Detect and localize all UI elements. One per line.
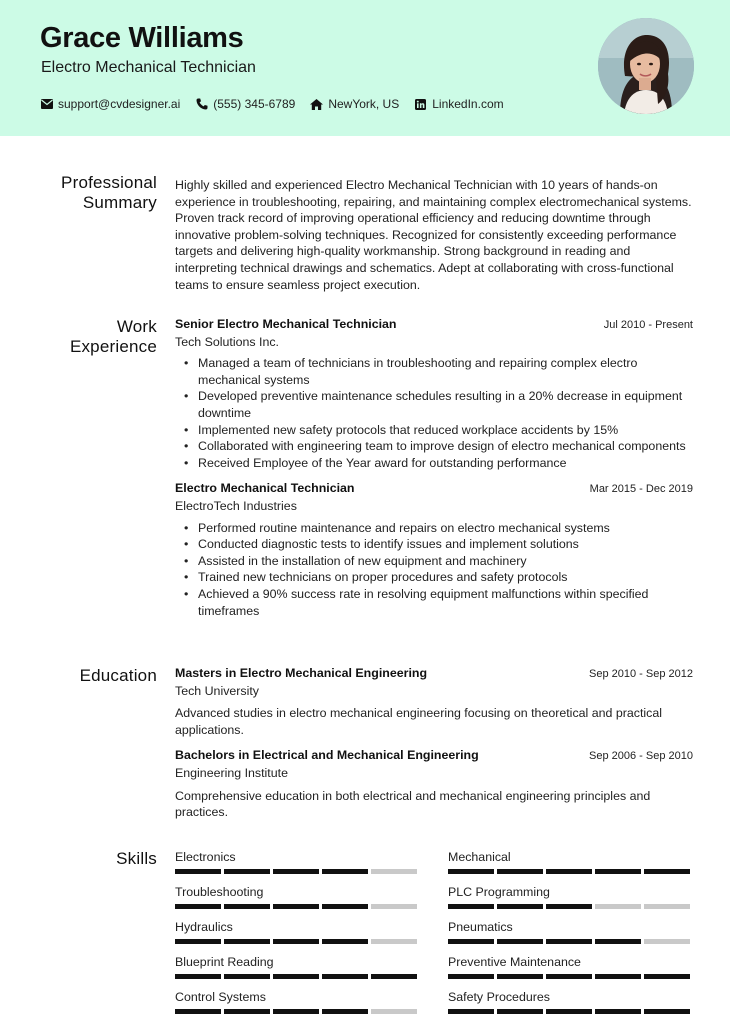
skill-level-bar — [175, 1009, 420, 1014]
skill-level-segment-empty — [644, 904, 690, 909]
skill-level-segment-filled — [224, 904, 270, 909]
skill-name: Control Systems — [175, 990, 266, 1004]
skill-name: Pneumatics — [448, 920, 513, 934]
skill-level-segment-filled — [546, 974, 592, 979]
skill-level-segment-empty — [371, 1009, 417, 1014]
skill-level-segment-filled — [322, 974, 368, 979]
skill-level-segment-empty — [371, 939, 417, 944]
job-bullet: • Received Employee of the Year award for outstanding performance — [175, 455, 693, 472]
skill-name: Troubleshooting — [175, 885, 264, 899]
skill-level-segment-filled — [175, 869, 221, 874]
skill-level-segment-filled — [448, 1009, 494, 1014]
skill-level-segment-filled — [546, 939, 592, 944]
education-heading: Education — [79, 666, 157, 685]
work-heading-line1: Work — [116, 317, 157, 336]
skill-level-segment-filled — [546, 869, 592, 874]
skill-level-segment-filled — [497, 904, 543, 909]
skills-list — [175, 850, 693, 1025]
skill-name: Safety Procedures — [448, 990, 550, 1004]
skill-item — [175, 955, 420, 990]
skill-name: Hydraulics — [175, 920, 233, 934]
candidate-title: Electro Mechanical Technician — [41, 59, 256, 76]
contact-linkedin[interactable] — [414, 97, 503, 111]
candidate-name: Grace Williams — [40, 22, 244, 54]
job-company: ElectroTech Industries — [175, 498, 297, 513]
skill-level-segment-filled — [224, 869, 270, 874]
contact-phone-text: (555) 345-6789 — [213, 97, 296, 111]
skill-level-segment-filled — [273, 904, 319, 909]
education-entry — [175, 665, 693, 738]
skill-level-segment-filled — [322, 869, 368, 874]
summary-heading-line2: Summary — [82, 193, 157, 212]
contact-phone[interactable] — [195, 97, 295, 111]
job-title: Senior Electro Mechanical Technician — [175, 317, 397, 331]
job-bullet: • Performed routine maintenance and repairs on electro mechanical systems — [175, 520, 693, 537]
skill-level-segment-filled — [448, 939, 494, 944]
skill-level-segment-filled — [546, 1009, 592, 1014]
skill-level-segment-filled — [497, 869, 543, 874]
degree-title: Bachelors in Electrical and Mechanical Engineering — [175, 748, 479, 763]
skill-level-segment-filled — [175, 904, 221, 909]
job-date: Jul 2010 - Present — [603, 319, 693, 331]
job-bullet: • Achieved a 90% success rate in resolving equipment malfunctions within specified timeframes — [175, 586, 693, 619]
education-description: Comprehensive education in both electrical and mechanical engineering principles and practices. — [175, 788, 651, 820]
skill-level-segment-filled — [595, 974, 641, 979]
skill-level-segment-filled — [644, 1009, 690, 1014]
skill-level-bar — [175, 939, 420, 944]
education-list — [175, 665, 693, 821]
work-list — [175, 316, 693, 619]
contact-location-text: NewYork, US — [328, 97, 400, 111]
skill-level-segment-filled — [175, 974, 221, 979]
home-icon — [310, 98, 323, 111]
job-bullet: • Collaborated with engineering team to improve design of electro mechanical components — [175, 438, 693, 455]
contact-email[interactable] — [40, 97, 180, 111]
skill-level-segment-filled — [322, 904, 368, 909]
skill-level-segment-filled — [644, 869, 690, 874]
job-bullet: • Trained new technicians on proper procedures and safety protocols — [175, 569, 693, 586]
job-entry — [175, 316, 693, 471]
skill-level-segment-filled — [595, 869, 641, 874]
skill-level-segment-filled — [497, 1009, 543, 1014]
contact-location — [310, 97, 399, 111]
job-bullet: • Assisted in the installation of new equipment and machinery — [175, 553, 693, 570]
job-date: Mar 2015 - Dec 2019 — [589, 483, 693, 496]
skill-level-bar — [448, 974, 693, 979]
skill-level-segment-filled — [595, 1009, 641, 1014]
linkedin-icon — [414, 98, 427, 111]
skill-name: Preventive Maintenance — [448, 955, 581, 969]
skill-item — [175, 850, 420, 885]
degree-title: Masters in Electro Mechanical Engineering — [175, 666, 428, 680]
skill-level-segment-filled — [273, 869, 319, 874]
summary-heading-line1: Professional — [61, 173, 157, 192]
skill-level-segment-filled — [371, 974, 417, 979]
skills-grid — [175, 850, 693, 1025]
skill-name: PLC Programming — [448, 885, 550, 899]
skill-level-segment-filled — [175, 939, 221, 944]
school-name: Tech University — [175, 683, 260, 698]
skill-level-segment-filled — [448, 869, 494, 874]
school-name: Engineering Institute — [175, 765, 288, 780]
skill-level-bar — [448, 869, 693, 874]
skill-level-segment-filled — [644, 974, 690, 979]
skill-item — [175, 920, 420, 955]
envelope-icon — [40, 98, 53, 111]
skill-level-segment-filled — [448, 974, 494, 979]
skills-heading: Skills — [116, 849, 157, 868]
contact-bar — [40, 97, 519, 111]
job-bullets — [175, 520, 693, 620]
skill-item — [175, 990, 420, 1025]
skill-level-segment-filled — [497, 974, 543, 979]
skill-level-segment-empty — [371, 869, 417, 874]
skill-level-segment-empty — [595, 904, 641, 909]
skill-level-segment-filled — [273, 1009, 319, 1014]
summary-text: Highly skilled and experienced Electro Mechanical Technician with 10 years of hands-on experience in troubleshooting, repairing, and maintaining complex electromechanical systems. Proven track record of improving operational efficiency and reducing downtime through innovative problem-solving techniques. Recognized for consistently exceeding performance targets and delivering high-quality workmanship. Strong background in reading and interpreting technical drawings and schematics. Adept at collaborating with cross-functional teams to ensure seamless project execution. — [175, 178, 692, 292]
skill-level-segment-filled — [224, 1009, 270, 1014]
education-date: Sep 2010 - Sep 2012 — [589, 668, 693, 680]
skill-level-bar — [448, 904, 693, 909]
job-title: Electro Mechanical Technician — [175, 481, 355, 496]
skill-item — [175, 885, 420, 920]
skill-level-segment-empty — [644, 939, 690, 944]
skill-level-segment-filled — [322, 939, 368, 944]
skill-level-segment-filled — [273, 974, 319, 979]
summary-heading — [17, 173, 157, 213]
skill-level-segment-filled — [224, 939, 270, 944]
skill-name: Mechanical — [448, 850, 511, 864]
profile-photo — [598, 18, 694, 114]
skill-level-segment-filled — [546, 904, 592, 909]
skill-level-segment-filled — [224, 974, 270, 979]
skill-level-segment-filled — [497, 939, 543, 944]
skill-level-segment-filled — [322, 1009, 368, 1014]
skill-item — [448, 920, 693, 955]
skill-name: Blueprint Reading — [175, 955, 274, 969]
skill-item — [448, 955, 693, 990]
work-heading — [17, 317, 157, 357]
skill-level-bar — [175, 974, 420, 979]
skill-level-segment-filled — [595, 939, 641, 944]
education-date: Sep 2006 - Sep 2010 — [589, 750, 693, 763]
job-bullet: • Implemented new safety protocols that reduced workplace accidents by 15% — [175, 422, 693, 439]
job-bullet: • Developed preventive maintenance schedules resulting in a 20% decrease in equipment downtime — [175, 388, 693, 421]
phone-icon — [195, 98, 208, 111]
skill-level-segment-filled — [273, 939, 319, 944]
skill-level-bar — [448, 1009, 693, 1014]
skill-item — [448, 990, 693, 1025]
job-bullet: • Conducted diagnostic tests to identify issues and implement solutions — [175, 536, 693, 553]
education-entry — [175, 747, 693, 820]
skill-item — [448, 850, 693, 885]
skill-level-segment-empty — [371, 904, 417, 909]
work-heading-line2: Experience — [69, 337, 157, 356]
skill-level-bar — [175, 869, 420, 874]
job-bullet: • Managed a team of technicians in troubleshooting and repairing complex electro mechanical systems — [175, 355, 693, 388]
contact-email-text: support@cvdesigner.ai — [58, 97, 181, 111]
skill-name: Electronics — [175, 850, 236, 864]
skill-item — [448, 885, 693, 920]
resume-header — [0, 0, 730, 136]
job-entry — [175, 480, 693, 619]
skill-level-bar — [175, 904, 420, 909]
skill-level-segment-filled — [448, 904, 494, 909]
skill-level-segment-filled — [175, 1009, 221, 1014]
contact-linkedin-text: LinkedIn.com — [432, 97, 504, 111]
education-description: Advanced studies in electro mechanical engineering focusing on theoretical and practical applications. — [175, 706, 662, 737]
job-company: Tech Solutions Inc. — [175, 334, 280, 349]
job-bullets — [175, 355, 693, 471]
skill-level-bar — [448, 939, 693, 944]
